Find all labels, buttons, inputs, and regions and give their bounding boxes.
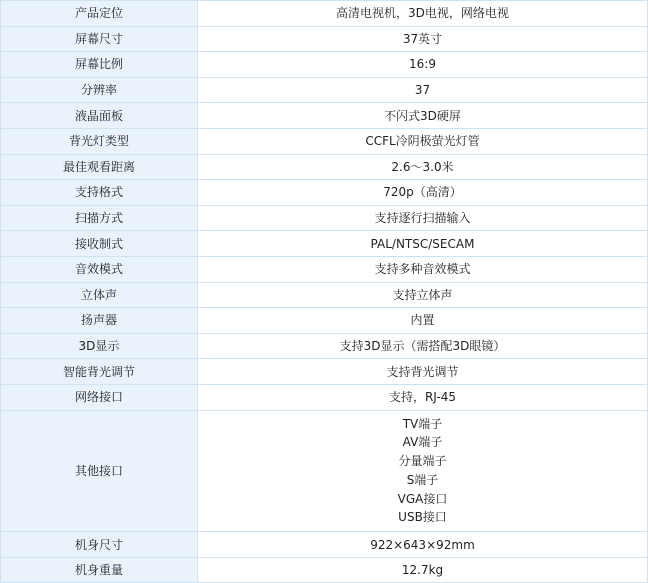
row-value: 37 <box>198 77 648 103</box>
table-row <box>1 256 648 282</box>
row-label: 产品定位 <box>1 1 198 27</box>
row-label: 立体声 <box>1 282 198 308</box>
interface-item: AV端子 <box>402 435 443 450</box>
row-label: 扫描方式 <box>1 205 198 231</box>
row-label: 屏幕比例 <box>1 52 198 78</box>
row-value: 支持立体声 <box>198 282 648 308</box>
row-label: 网络接口 <box>1 384 198 410</box>
row-value: 922×643×92mm <box>198 532 648 558</box>
table-row <box>1 333 648 359</box>
table-row <box>1 26 648 52</box>
table-row <box>1 384 648 410</box>
row-label: 扬声器 <box>1 308 198 334</box>
table-row <box>1 359 648 385</box>
row-label: 其他接口 <box>1 410 198 532</box>
row-label: 分辨率 <box>1 77 198 103</box>
row-label: 音效模式 <box>1 256 198 282</box>
table-row <box>1 103 648 129</box>
row-value: 12.7kg <box>198 557 648 583</box>
table-row <box>1 180 648 206</box>
row-label: 支持格式 <box>1 180 198 206</box>
row-value: 37英寸 <box>198 26 648 52</box>
row-value: 不闪式3D硬屏 <box>198 103 648 129</box>
table-row <box>1 308 648 334</box>
interfaces-list <box>198 410 648 532</box>
row-label: 3D显示 <box>1 333 198 359</box>
interface-item: USB接口 <box>398 510 447 525</box>
row-value: 2.6～3.0米 <box>198 154 648 180</box>
table-row-interfaces <box>1 410 648 532</box>
table-row <box>1 77 648 103</box>
row-label: 机身重量 <box>1 557 198 583</box>
row-label: 液晶面板 <box>1 103 198 129</box>
row-value: 16:9 <box>198 52 648 78</box>
row-value: 支持，RJ-45 <box>198 384 648 410</box>
interface-item: 分量端子 <box>398 454 447 469</box>
table-row <box>1 231 648 257</box>
row-value: 内置 <box>198 308 648 334</box>
row-value: 支持3D显示（需搭配3D眼镜） <box>198 333 648 359</box>
row-value: 支持背光调节 <box>198 359 648 385</box>
row-value: 支持多种音效模式 <box>198 256 648 282</box>
table-row <box>1 205 648 231</box>
row-label: 智能背光调节 <box>1 359 198 385</box>
table-row <box>1 557 648 583</box>
table-row <box>1 532 648 558</box>
row-value: CCFL冷阴极萤光灯管 <box>198 128 648 154</box>
row-value: 720p（高清） <box>198 180 648 206</box>
interface-item: S端子 <box>406 472 439 487</box>
row-value: 高清电视机，3D电视，网络电视 <box>198 1 648 27</box>
interface-item: VGA接口 <box>397 491 448 506</box>
interface-item: TV端子 <box>402 416 443 431</box>
row-label: 接收制式 <box>1 231 198 257</box>
row-label: 机身尺寸 <box>1 532 198 558</box>
table-row <box>1 154 648 180</box>
table-row <box>1 1 648 27</box>
row-label: 屏幕尺寸 <box>1 26 198 52</box>
table-row <box>1 52 648 78</box>
row-value: PAL/NTSC/SECAM <box>198 231 648 257</box>
row-value: 支持逐行扫描输入 <box>198 205 648 231</box>
table-row <box>1 128 648 154</box>
row-label: 最佳观看距离 <box>1 154 198 180</box>
table-row <box>1 282 648 308</box>
row-label: 背光灯类型 <box>1 128 198 154</box>
